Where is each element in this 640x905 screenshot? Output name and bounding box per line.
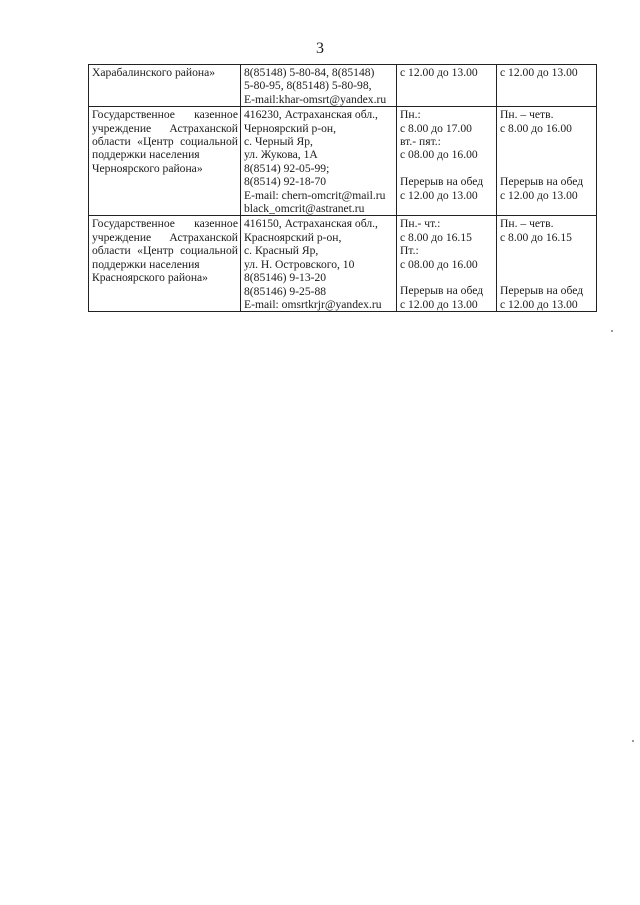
blank-line xyxy=(500,271,594,284)
address-line: с. Красный Яр, xyxy=(244,244,319,258)
address-line: 8(8514) 92-18-70 xyxy=(244,175,327,189)
blank-line xyxy=(400,162,494,175)
blank-line xyxy=(500,244,594,257)
hours-line: Пн.: xyxy=(400,108,421,122)
reception-hours-cell xyxy=(497,65,597,107)
address-contacts-cell xyxy=(241,216,397,312)
hours-line: с 8.00 до 16.15 xyxy=(500,230,572,244)
hours-line: с 12.00 до 13.00 xyxy=(500,297,578,311)
address-line: 416150, Астраханская обл., xyxy=(244,217,378,231)
institution-name-line: учреждение Астраханской xyxy=(92,121,238,135)
working-hours-cell xyxy=(397,65,497,107)
table-row xyxy=(89,107,597,216)
address-line: 8(8514) 92-05-99; xyxy=(244,161,330,175)
hours-line: Перерыв на обед xyxy=(400,284,484,298)
address-line: Черноярский р-он, xyxy=(244,121,337,135)
institution-name-line: учреждение Астраханской xyxy=(92,230,238,244)
working-hours-cell xyxy=(397,216,497,312)
hours-line: с 8.00 до 16.00 xyxy=(500,121,572,135)
hours-line: Пт.: xyxy=(400,244,419,258)
hours-line: с 8.00 до 17.00 xyxy=(400,121,472,135)
institution-name-line: поддержки населения xyxy=(92,148,200,162)
blank-line xyxy=(500,135,594,148)
address-line: E-mail: chern-omcrit@mail.ru xyxy=(244,188,386,202)
address-line: black_omcrit@astranet.ru xyxy=(244,202,365,216)
institution-name-line: поддержки населения xyxy=(92,257,200,271)
hours-line: Перерыв на обед xyxy=(400,175,484,189)
address-line: 416230, Астраханская обл., xyxy=(244,108,378,122)
reception-hours-cell xyxy=(497,216,597,312)
table-row xyxy=(89,65,597,107)
blank-line xyxy=(500,162,594,175)
hours-line: с 12.00 до 13.00 xyxy=(500,66,578,79)
address-contacts-cell xyxy=(241,65,397,107)
blank-line xyxy=(500,258,594,271)
institution-name-cell xyxy=(89,65,241,107)
hours-line: Перерыв на обед xyxy=(500,175,584,189)
table-row xyxy=(89,216,597,312)
scan-speck xyxy=(632,740,634,742)
hours-line: с 08.00 до 16.00 xyxy=(400,257,478,271)
address-line: 5-80-95, 8(85148) 5-80-98, xyxy=(244,79,372,93)
institution-name-line: Черноярского района» xyxy=(92,161,203,175)
page-number: 3 xyxy=(316,40,324,57)
institution-name-cell xyxy=(89,107,241,216)
hours-line: Пн.- чт.: xyxy=(400,217,441,231)
contacts-table xyxy=(88,64,597,312)
address-line: Красноярский р-он, xyxy=(244,230,342,244)
hours-line: Пн. – четв. xyxy=(500,108,554,122)
blank-line xyxy=(500,148,594,161)
institution-name-line: Государственное казенное xyxy=(92,108,238,122)
address-line: E-mail:khar-omsrt@yandex.ru xyxy=(244,92,387,106)
address-line: 8(85146) 9-25-88 xyxy=(244,284,327,298)
hours-line: с 8.00 до 16.15 xyxy=(400,230,472,244)
institution-name-line: Красноярского района» xyxy=(92,271,208,285)
hours-line: Пн. – четв. xyxy=(500,217,554,231)
hours-line: Перерыв на обед xyxy=(500,284,584,298)
address-line: ул. Жукова, 1А xyxy=(244,148,318,162)
blank-line xyxy=(400,271,494,284)
address-line: ул. Н. Островского, 10 xyxy=(244,257,355,271)
institution-name-line: области «Центр социальной xyxy=(92,244,238,258)
hours-line: с 12.00 до 13.00 xyxy=(400,66,478,79)
scan-speck xyxy=(611,330,613,332)
institution-name-cell xyxy=(89,216,241,312)
institution-name-line: Государственное казенное xyxy=(92,217,238,231)
address-line: E-mail: omsrtkrjr@yandex.ru xyxy=(244,297,382,311)
hours-line: с 12.00 до 13.00 xyxy=(400,188,478,202)
hours-line: с 12.00 до 13.00 xyxy=(400,297,478,311)
table-body xyxy=(89,65,597,312)
working-hours-cell xyxy=(397,107,497,216)
institution-name-line: Харабалинского района» xyxy=(92,66,216,79)
address-line: с. Черный Яр, xyxy=(244,135,313,149)
reception-hours-cell xyxy=(497,107,597,216)
address-line: 8(85148) 5-80-84, 8(85148) xyxy=(244,66,375,79)
institution-name-line: области «Центр социальной xyxy=(92,135,238,149)
hours-line: с 12.00 до 13.00 xyxy=(500,188,578,202)
hours-line: вт.- пят.: xyxy=(400,135,441,149)
address-line: 8(85146) 9-13-20 xyxy=(244,271,327,285)
address-contacts-cell xyxy=(241,107,397,216)
hours-line: с 08.00 до 16.00 xyxy=(400,148,478,162)
